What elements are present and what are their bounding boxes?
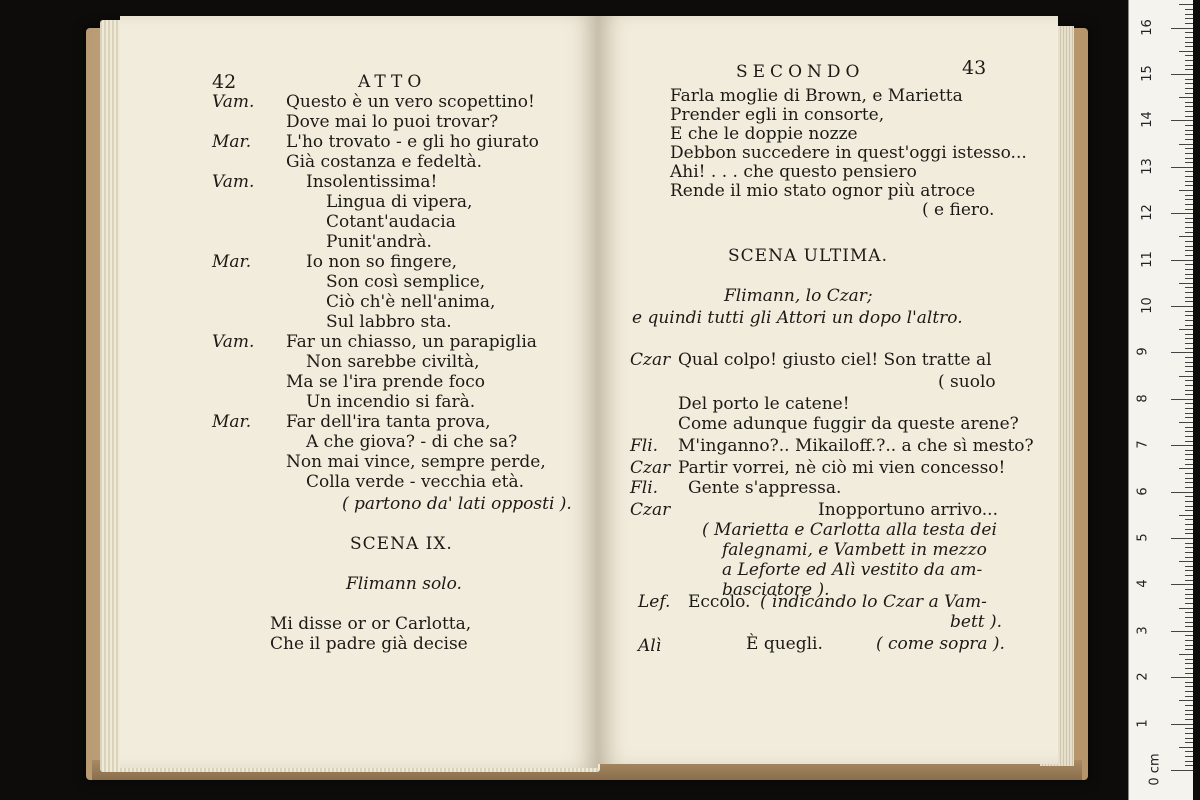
ruler-tick bbox=[1185, 450, 1193, 451]
ruler-tick bbox=[1179, 97, 1193, 98]
lef-line: Eccolo. bbox=[688, 592, 751, 612]
ruler-tick bbox=[1185, 394, 1193, 395]
ruler-tick bbox=[1185, 501, 1193, 502]
verse-line: Insolentissima! bbox=[306, 172, 438, 192]
ruler-tick bbox=[1171, 120, 1193, 121]
ruler-tick bbox=[1185, 153, 1193, 154]
ruler-tick bbox=[1185, 139, 1193, 140]
ruler-label: 4 bbox=[1135, 579, 1151, 589]
ruler-tick bbox=[1185, 738, 1193, 739]
ruler-label: 13 bbox=[1139, 158, 1155, 175]
speaker-label: Vam. bbox=[212, 172, 255, 192]
left-stage-direction: ( partono da' lati opposti ). bbox=[342, 494, 572, 514]
ruler-tick bbox=[1185, 719, 1193, 720]
scena-ultima-characters-2: e quindi tutti gli Attori un dopo l'altro. bbox=[632, 308, 963, 328]
verse-line: Questo è un vero scopettino! bbox=[286, 92, 535, 112]
dialogue-line: Gente s'appressa. bbox=[688, 478, 842, 498]
ruler-tick bbox=[1171, 584, 1193, 585]
ruler-tick bbox=[1185, 18, 1193, 19]
stage-direction-line: falegnami, e Vambett in mezzo bbox=[722, 540, 987, 560]
ruler-tick bbox=[1185, 673, 1193, 674]
ruler-tick bbox=[1179, 4, 1193, 5]
ruler-tick bbox=[1185, 589, 1193, 590]
scene-ix-characters: Flimann solo. bbox=[346, 574, 462, 594]
ruler-tick bbox=[1179, 422, 1193, 423]
ruler-tick bbox=[1185, 594, 1193, 595]
ruler-tick bbox=[1185, 417, 1193, 418]
verse-line: Colla verde - vecchia età. bbox=[306, 472, 525, 492]
ruler-tick bbox=[1185, 65, 1193, 66]
verse-line: Non mai vince, sempre perde, bbox=[286, 452, 546, 472]
ruler-tick bbox=[1185, 366, 1193, 367]
verse-line: Ma se l'ira prende foco bbox=[286, 372, 485, 392]
speaker-lef: Lef. bbox=[638, 592, 671, 612]
dialogue-line: ( suolo bbox=[938, 372, 996, 392]
left-running-head: ATTO bbox=[358, 72, 427, 92]
ruler-tick bbox=[1185, 436, 1193, 437]
scena-ultima-title: SCENA ULTIMA. bbox=[728, 246, 888, 266]
verse-line: Ciò ch'è nell'anima, bbox=[326, 292, 496, 312]
measurement-ruler bbox=[1128, 0, 1193, 800]
ruler-tick bbox=[1179, 190, 1193, 191]
ruler-tick bbox=[1185, 315, 1193, 316]
verse-line: Dove mai lo puoi trovar? bbox=[286, 112, 499, 132]
stage-direction-line: a Leforte ed Alì vestito da am- bbox=[722, 560, 983, 580]
ruler-label: 8 bbox=[1135, 394, 1151, 403]
ruler-tick bbox=[1171, 770, 1193, 771]
ruler-tick bbox=[1185, 575, 1193, 576]
ruler-tick bbox=[1179, 236, 1193, 237]
ruler-label: 6 bbox=[1135, 486, 1151, 496]
ruler-tick bbox=[1185, 199, 1193, 200]
ruler-tick bbox=[1185, 714, 1193, 715]
ruler-tick bbox=[1185, 79, 1193, 80]
ruler-tick bbox=[1185, 278, 1193, 279]
ruler-tick bbox=[1185, 158, 1193, 159]
ruler-tick bbox=[1185, 37, 1193, 38]
ruler-tick bbox=[1185, 274, 1193, 275]
verse-line: Ahi! . . . che questo pensiero bbox=[670, 162, 917, 182]
ruler-tick bbox=[1185, 529, 1193, 530]
ruler-tick bbox=[1185, 134, 1193, 135]
ruler-tick bbox=[1171, 260, 1193, 261]
ruler-tick bbox=[1185, 334, 1193, 335]
ruler-label: 16 bbox=[1139, 18, 1155, 36]
ruler-tick bbox=[1185, 380, 1193, 381]
ruler-tick bbox=[1185, 728, 1193, 729]
ruler-tick bbox=[1185, 612, 1193, 613]
speaker-label: Vam. bbox=[212, 332, 255, 352]
ruler-tick bbox=[1185, 557, 1193, 558]
ruler-tick bbox=[1185, 519, 1193, 520]
verse-line: Prender egli in consorte, bbox=[670, 105, 885, 125]
ruler-tick bbox=[1179, 561, 1193, 562]
ruler-tick bbox=[1185, 510, 1193, 511]
ruler-tick bbox=[1185, 171, 1193, 172]
ruler-tick bbox=[1185, 371, 1193, 372]
ruler-tick bbox=[1171, 677, 1193, 678]
ruler-tick bbox=[1185, 496, 1193, 497]
ruler-tick bbox=[1185, 473, 1193, 474]
ruler-tick bbox=[1185, 111, 1193, 112]
verse-line: Far dell'ira tanta prova, bbox=[286, 412, 491, 432]
ruler-tick bbox=[1185, 506, 1193, 507]
ruler-tick bbox=[1185, 543, 1193, 544]
ruler-tick bbox=[1185, 292, 1193, 293]
ruler-tick bbox=[1185, 441, 1193, 442]
stage-direction-line: ( Marietta e Carlotta alla testa dei bbox=[702, 520, 997, 540]
ruler-tick bbox=[1185, 691, 1193, 692]
ruler-tick bbox=[1185, 459, 1193, 460]
speaker-label: Vam. bbox=[212, 92, 255, 112]
ruler-tick bbox=[1185, 222, 1193, 223]
right-page-number: 43 bbox=[962, 57, 987, 79]
ruler-tick bbox=[1185, 287, 1193, 288]
ruler-tick bbox=[1185, 116, 1193, 117]
ruler-tick bbox=[1185, 552, 1193, 553]
ruler-tick bbox=[1185, 390, 1193, 391]
left-page-number: 42 bbox=[212, 71, 237, 93]
ruler-tick bbox=[1185, 547, 1193, 548]
ruler-tick bbox=[1185, 176, 1193, 177]
ruler-tick bbox=[1171, 306, 1193, 307]
left-page bbox=[120, 16, 598, 768]
ruler-tick bbox=[1185, 9, 1193, 10]
ruler-tick bbox=[1185, 32, 1193, 33]
scene-ix-title: SCENA IX. bbox=[350, 534, 453, 554]
ruler-tick bbox=[1185, 617, 1193, 618]
speaker-label: Fli. bbox=[630, 478, 659, 498]
ruler-tick bbox=[1185, 682, 1193, 683]
verse-line: Un incendio si farà. bbox=[306, 392, 476, 412]
ruler-label: 9 bbox=[1135, 347, 1151, 357]
ruler-tick bbox=[1185, 649, 1193, 650]
ruler-tick bbox=[1185, 696, 1193, 697]
ruler-tick bbox=[1185, 320, 1193, 321]
ruler-tick bbox=[1185, 659, 1193, 660]
ruler-tick bbox=[1185, 83, 1193, 84]
ruler-tick bbox=[1185, 204, 1193, 205]
dialogue-line: M'inganno?.. Mikailoff.?.. a che sì mesto? bbox=[678, 436, 1034, 456]
speaker-label: Czar bbox=[630, 458, 671, 478]
ruler-tick bbox=[1179, 376, 1193, 377]
ruler-tick bbox=[1179, 654, 1193, 655]
ali-direction: ( come sopra ). bbox=[876, 634, 1005, 654]
ruler-tick bbox=[1171, 538, 1193, 539]
ruler-tick bbox=[1185, 60, 1193, 61]
ruler-tick bbox=[1185, 385, 1193, 386]
ruler-tick bbox=[1185, 533, 1193, 534]
verse-line: L'ho trovato - e gli ho giurato bbox=[286, 132, 539, 152]
ruler-tick bbox=[1179, 608, 1193, 609]
ruler-tick bbox=[1185, 297, 1193, 298]
verse-line: Sul labbro sta. bbox=[326, 312, 452, 332]
ruler-tick bbox=[1185, 301, 1193, 302]
ruler-tick bbox=[1171, 352, 1193, 353]
ruler-tick bbox=[1185, 311, 1193, 312]
verse-line: Cotant'audacia bbox=[326, 212, 456, 232]
closing-line-1: Mi disse or or Carlotta, bbox=[270, 614, 472, 634]
ruler-tick bbox=[1185, 663, 1193, 664]
ruler-tick bbox=[1185, 765, 1193, 766]
ruler-tick bbox=[1185, 255, 1193, 256]
verse-line: Io non so fingere, bbox=[306, 252, 458, 272]
ruler-tick bbox=[1185, 218, 1193, 219]
ruler-label: 5 bbox=[1135, 533, 1151, 542]
speaker-label: Czar bbox=[630, 350, 671, 370]
ruler-tick bbox=[1185, 227, 1193, 228]
ruler-tick bbox=[1185, 264, 1193, 265]
ruler-tick bbox=[1185, 250, 1193, 251]
right-page bbox=[598, 16, 1058, 764]
dialogue-line: Inopportuno arrivo... bbox=[818, 500, 998, 520]
ruler-tick bbox=[1185, 148, 1193, 149]
ruler-tick bbox=[1185, 710, 1193, 711]
ruler-tick bbox=[1185, 566, 1193, 567]
ruler-label: 10 bbox=[1139, 297, 1155, 314]
dialogue-line: Qual colpo! giusto ciel! Son tratte al bbox=[678, 350, 992, 370]
ruler-tick bbox=[1185, 232, 1193, 233]
ruler-tick bbox=[1185, 478, 1193, 479]
verse-line: Già costanza e fedeltà. bbox=[286, 152, 483, 172]
ruler-tick bbox=[1185, 524, 1193, 525]
ruler-tick bbox=[1185, 645, 1193, 646]
speaker-ali: Alì bbox=[638, 636, 662, 656]
ruler-tick bbox=[1185, 580, 1193, 581]
ali-line: È quegli. bbox=[746, 634, 823, 654]
ruler-label: 11 bbox=[1139, 250, 1155, 268]
ruler-tick bbox=[1185, 185, 1193, 186]
dialogue-line: Come adunque fuggir da queste arene? bbox=[678, 414, 1019, 434]
ruler-tick bbox=[1185, 635, 1193, 636]
verse-line: Far un chiasso, un parapiglia bbox=[286, 332, 537, 352]
ruler-tick bbox=[1185, 742, 1193, 743]
ruler-tick bbox=[1179, 515, 1193, 516]
ruler-tick bbox=[1185, 427, 1193, 428]
ruler-tick bbox=[1185, 761, 1193, 762]
ruler-tick bbox=[1185, 570, 1193, 571]
ruler-tick bbox=[1185, 733, 1193, 734]
verse-line: E che le doppie nozze bbox=[670, 124, 858, 144]
verse-line: Rende il mio stato ognor più atroce bbox=[670, 181, 976, 201]
ruler-tick bbox=[1185, 756, 1193, 757]
ruler-label: 12 bbox=[1139, 204, 1155, 221]
ruler-tick bbox=[1185, 464, 1193, 465]
ruler-tick bbox=[1185, 162, 1193, 163]
verse-line: Son così semplice, bbox=[326, 272, 486, 292]
ruler-tick bbox=[1171, 724, 1193, 725]
closing-line-2: Che il padre già decise bbox=[270, 634, 468, 654]
turnover-fiero: ( e fiero. bbox=[922, 200, 995, 220]
ruler-tick bbox=[1171, 445, 1193, 446]
ruler-tick bbox=[1185, 269, 1193, 270]
ruler-tick bbox=[1185, 357, 1193, 358]
lef-direction-2: bett ). bbox=[950, 612, 1003, 632]
verse-line: Lingua di vipera, bbox=[326, 192, 473, 212]
ruler-tick bbox=[1185, 23, 1193, 24]
verse-line: Debbon succedere in quest'oggi istesso... bbox=[670, 143, 1027, 163]
ruler-label: 3 bbox=[1135, 626, 1151, 635]
speaker-label: Mar. bbox=[212, 132, 252, 152]
ruler-tick bbox=[1185, 598, 1193, 599]
ruler-tick bbox=[1185, 246, 1193, 247]
speaker-label: Mar. bbox=[212, 252, 252, 272]
ruler-label: 15 bbox=[1139, 65, 1155, 82]
lef-direction: ( indicando lo Czar a Vam- bbox=[760, 592, 987, 612]
speaker-label: Mar. bbox=[212, 412, 252, 432]
ruler-tick bbox=[1171, 167, 1193, 168]
ruler-tick bbox=[1185, 751, 1193, 752]
ruler-tick bbox=[1185, 705, 1193, 706]
ruler-label: 7 bbox=[1135, 440, 1151, 449]
verse-line: Punit'andrà. bbox=[326, 232, 432, 252]
ruler-label: 2 bbox=[1135, 672, 1151, 681]
ruler-tick bbox=[1179, 329, 1193, 330]
ruler-tick bbox=[1185, 69, 1193, 70]
ruler-tick bbox=[1179, 283, 1193, 284]
scena-ultima-characters-1: Flimann, lo Czar; bbox=[724, 286, 873, 306]
ruler-tick bbox=[1185, 482, 1193, 483]
ruler-tick bbox=[1185, 102, 1193, 103]
ruler-tick bbox=[1185, 668, 1193, 669]
ruler-tick bbox=[1171, 74, 1193, 75]
ruler-tick bbox=[1179, 51, 1193, 52]
ruler-tick bbox=[1171, 399, 1193, 400]
ruler-tick bbox=[1185, 408, 1193, 409]
ruler-tick bbox=[1185, 125, 1193, 126]
ruler-label: 14 bbox=[1139, 111, 1155, 129]
ruler-tick bbox=[1185, 431, 1193, 432]
ruler-tick bbox=[1185, 626, 1193, 627]
ruler-tick bbox=[1185, 686, 1193, 687]
dialogue-line: Del porto le catene! bbox=[678, 394, 850, 414]
verse-line: Farla moglie di Brown, e Marietta bbox=[670, 86, 963, 106]
dialogue-line: Partir vorrei, nè ciò mi vien concesso! bbox=[678, 458, 1006, 478]
ruler-tick bbox=[1185, 348, 1193, 349]
ruler-label: 0 cm bbox=[1147, 753, 1163, 786]
ruler-tick bbox=[1185, 622, 1193, 623]
ruler-tick bbox=[1185, 209, 1193, 210]
ruler-tick bbox=[1185, 338, 1193, 339]
ruler-label: 1 bbox=[1135, 718, 1151, 728]
ruler-tick bbox=[1185, 241, 1193, 242]
ruler-tick bbox=[1185, 55, 1193, 56]
ruler-tick bbox=[1185, 403, 1193, 404]
ruler-tick bbox=[1185, 14, 1193, 15]
ruler-tick bbox=[1185, 640, 1193, 641]
ruler-tick bbox=[1185, 325, 1193, 326]
ruler-tick bbox=[1179, 144, 1193, 145]
ruler-tick bbox=[1185, 46, 1193, 47]
verse-line: A che giova? - di che sa? bbox=[306, 432, 518, 452]
ruler-tick bbox=[1185, 195, 1193, 196]
ruler-tick bbox=[1185, 487, 1193, 488]
ruler-tick bbox=[1185, 88, 1193, 89]
ruler-tick bbox=[1171, 492, 1193, 493]
ruler-tick bbox=[1185, 93, 1193, 94]
ruler-tick bbox=[1185, 362, 1193, 363]
ruler-tick bbox=[1185, 413, 1193, 414]
stage-direction-line: basciatore ). bbox=[722, 580, 830, 600]
ruler-tick bbox=[1185, 130, 1193, 131]
ruler-tick bbox=[1171, 28, 1193, 29]
ruler-tick bbox=[1185, 454, 1193, 455]
ruler-tick bbox=[1179, 468, 1193, 469]
ruler-tick bbox=[1185, 603, 1193, 604]
ruler-tick bbox=[1185, 106, 1193, 107]
right-running-head: SECONDO bbox=[736, 62, 865, 82]
ruler-tick bbox=[1179, 700, 1193, 701]
ruler-tick bbox=[1171, 631, 1193, 632]
ruler-tick bbox=[1185, 343, 1193, 344]
speaker-label: Fli. bbox=[630, 436, 659, 456]
verse-line: Non sarebbe civiltà, bbox=[306, 352, 480, 372]
ruler-tick bbox=[1185, 181, 1193, 182]
ruler-tick bbox=[1185, 42, 1193, 43]
ruler-tick bbox=[1171, 213, 1193, 214]
speaker-label: Czar bbox=[630, 500, 671, 520]
ruler-tick bbox=[1179, 747, 1193, 748]
